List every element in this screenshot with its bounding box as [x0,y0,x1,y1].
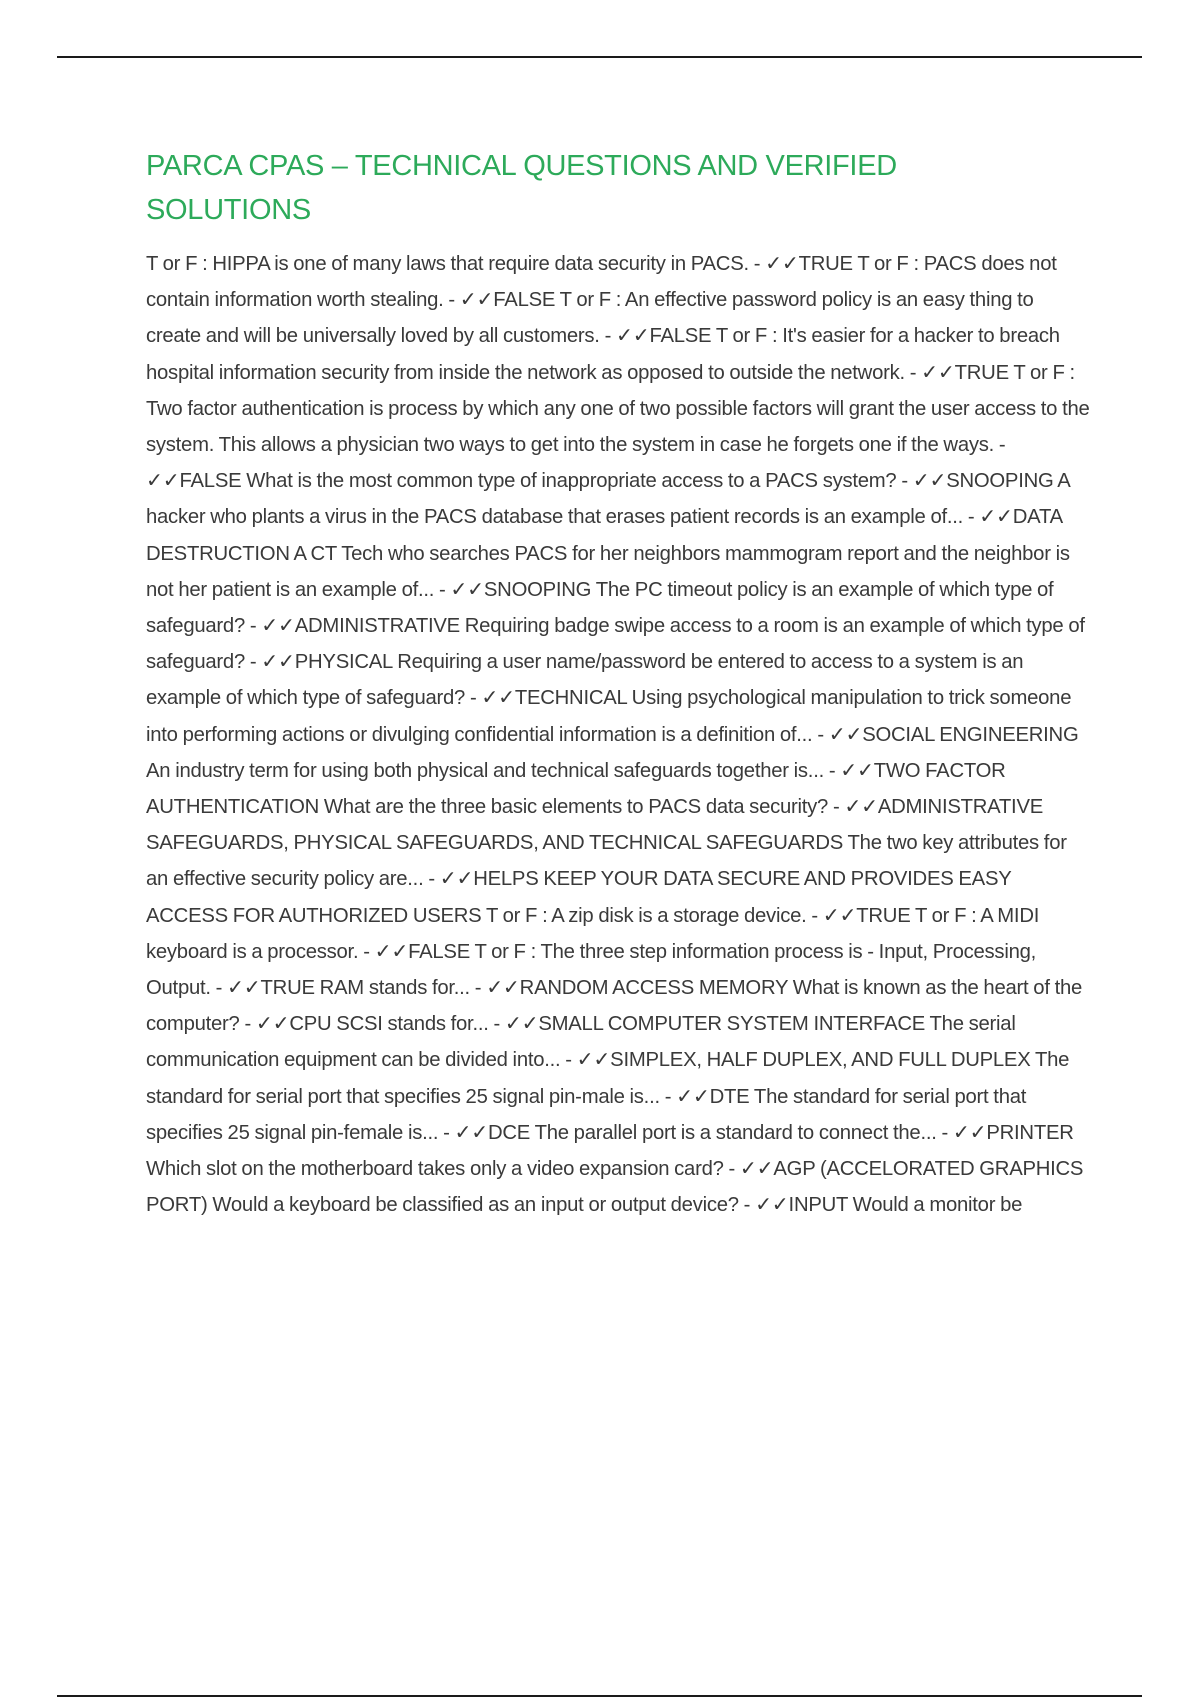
document-content [146,144,1091,1223]
document-title: PARCA CPAS – TECHNICAL QUESTIONS AND VERIFIED SOLUTIONS [146,150,897,226]
document-body: T or F : HIPPA is one of many laws that require data security in PACS. - ✓✓TRUE T or F : PACS does not contain information worth stealing. - ✓✓FALSE T or F : An effective password policy is an easy thing to create and will be universally loved by all customers. - ✓✓FALSE T or F : It's easier for a hacker to breach hospital information security from inside the network as opposed to outside the network. - ✓✓TRUE T or F : Two factor authentication is process by which any one of two possible factors will grant the user access to the system. This allows a physician two ways to get into the system in case he forgets one if the ways. - ✓✓FALSE What is the most common type of inappropriate access to a PACS system? - ✓✓SNOOPING A hacker who plants a virus in the PACS database that erases patient records is an example of... - ✓✓DATA DESTRUCTION A CT Tech who searches PACS for her neighbors mammogram report and the neighbor is not her patient is an example of... - ✓✓SNOOPING The PC timeout policy is an example of which type of safeguard? - ✓✓ADMINISTRATIVE Requiring badge swipe access to a room is an example of which type of safeguard? - ✓✓PHYSICAL Requiring a user name/password be entered to access to a system is an example of which type of safeguard? - ✓✓TECHNICAL Using psychological manipulation to trick someone into performing actions or divulging confidential information is a definition of... - ✓✓SOCIAL ENGINEERING An industry term for using both physical and technical safeguards together is... - ✓✓TWO FACTOR AUTHENTICATION What are the three basic elements to PACS data security? - ✓✓ADMINISTRATIVE SAFEGUARDS, PHYSICAL SAFEGUARDS, AND TECHNICAL SAFEGUARDS The two key attributes for an effective security policy are... - ✓✓HELPS KEEP YOUR DATA SECURE AND PROVIDES EASY ACCESS FOR AUTHORIZED USERS T or F : A zip disk is a storage device. - ✓✓TRUE T or F : A MIDI keyboard is a processor. - ✓✓FALSE T or F : The three step information process is - Input, Processing, Output. - ✓✓TRUE RAM stands for... - ✓✓RANDOM ACCESS MEMORY What is known as the heart of the computer? - ✓✓CPU SCSI stands for... - ✓✓SMALL COMPUTER SYSTEM INTERFACE The serial communication equipment can be divided into... - ✓✓SIMPLEX, HALF DUPLEX, AND FULL DUPLEX The standard for serial port that specifies 25 signal pin-male is... - ✓✓DTE The standard for serial port that specifies 25 signal pin-female is... - ✓✓DCE The parallel port is a standard to connect the... - ✓✓PRINTER Which slot on the motherboard takes only a video expansion card? - ✓✓AGP (ACCELORATED GRAPHICS PORT) Would a keyboard be classified as an input or output device? - ✓✓INPUT Would a monitor be [146,253,1090,1217]
header-rule [57,56,1142,58]
footer-rule [57,1695,1142,1697]
